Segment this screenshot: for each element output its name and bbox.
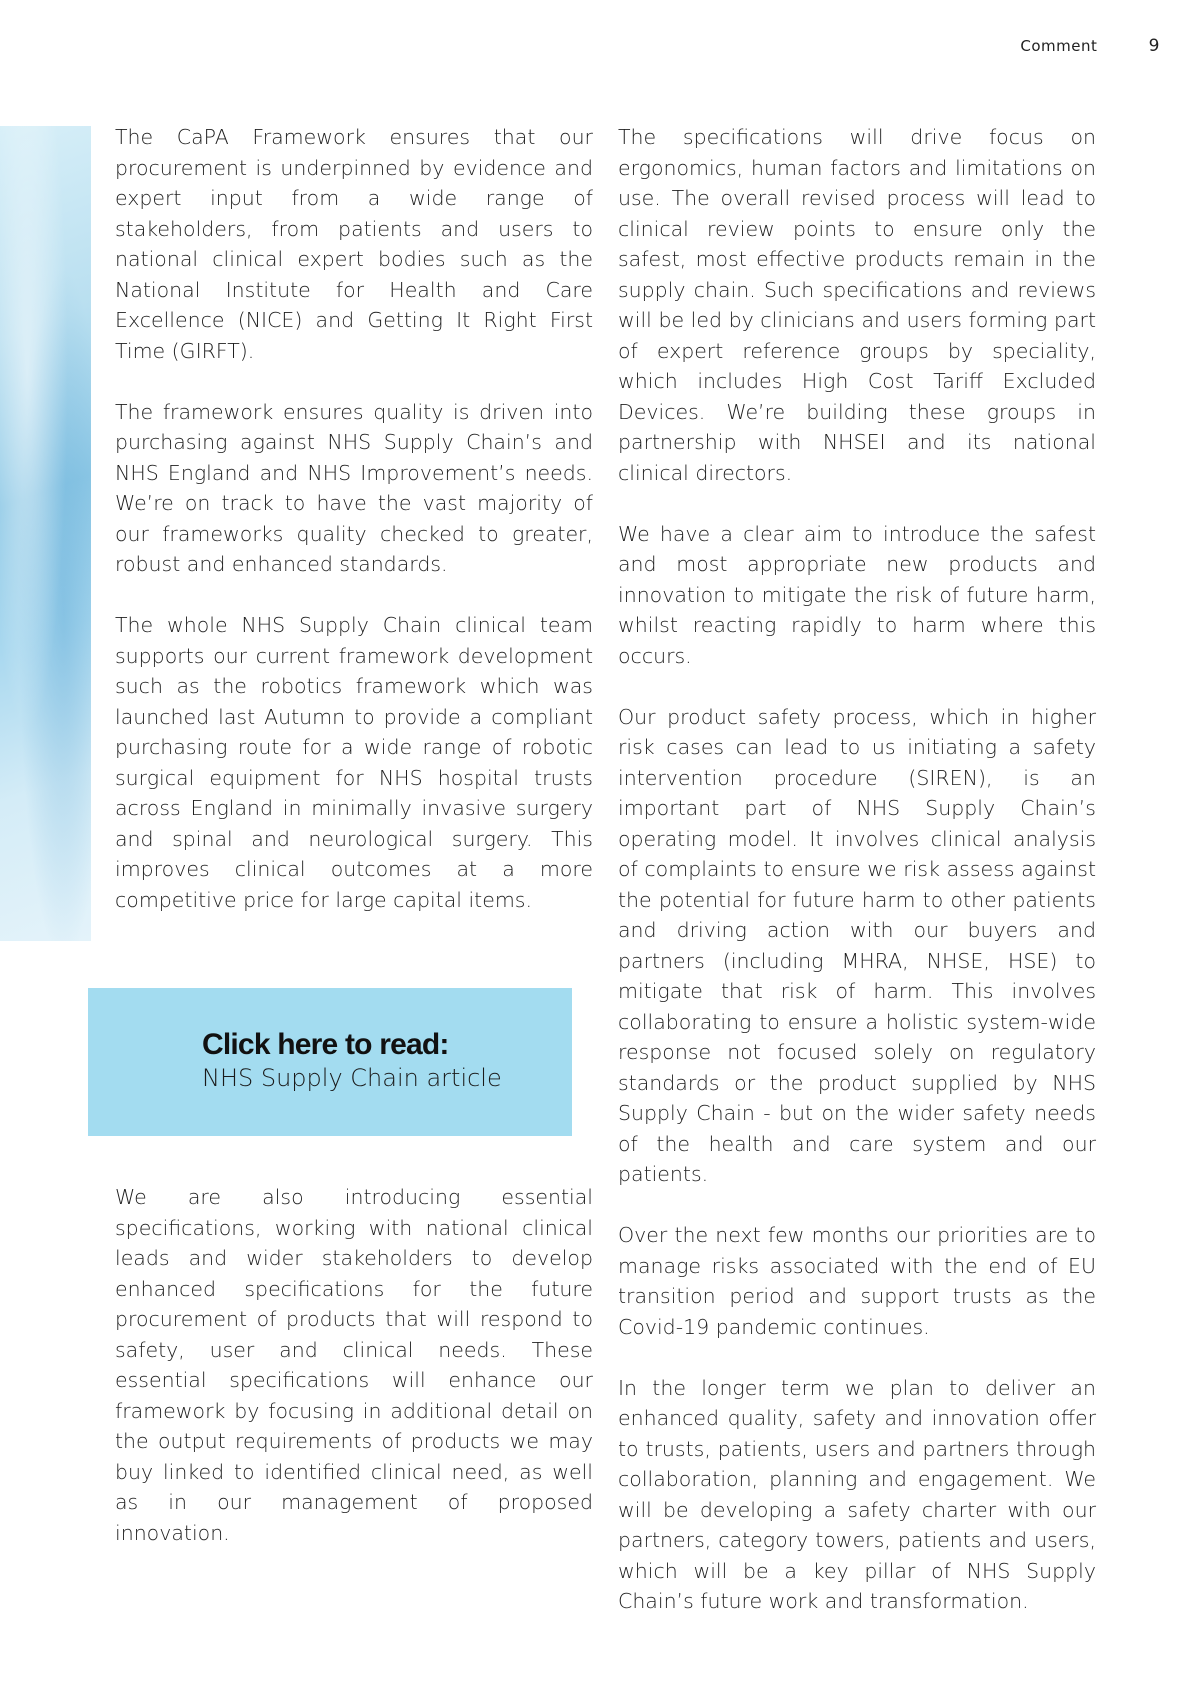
callout-article-link[interactable]: NHS Supply Chain article: [202, 1064, 502, 1092]
right-column: [618, 122, 1096, 1647]
cropped-photo-image: [0, 126, 91, 941]
left-column-upper: [115, 122, 593, 946]
paragraph-capa-framework: The CaPA Framework ensures that our procurement is underpinned by evidence and expert input from a wide range of stakeholders, from patients and users to national clinical expert bodies such as the National Institute for Health and Care Excellence (NICE) and Getting It Right First Time (GIRFT).: [115, 125, 593, 363]
paragraph-longer-term: In the longer term we plan to deliver an enhanced quality, safety and innovation offer to trusts, patients, users and partners through collaboration, planning and engagement. We will be developing a safety charter with our partners, category towers, patients and users, which will be a key pillar of NHS Supply Chain’s future work and transformation.: [618, 1375, 1096, 1613]
paragraph-specifications-focus: The specifications will drive focus on ergonomics, human factors and limitations on use. The overall revised process will lead to clinical review points to ensure only the safest, most effective products remain in the supply chain. Such specifications and reviews will be led by clinicians and users forming part of expert reference groups by speciality, which includes High Cost Tariff Excluded Devices. We’re building these groups in partnership with NHSEI and its national clinical directors.: [618, 125, 1096, 485]
paragraph-product-safety: Our product safety process, which in higher risk cases can lead to us initiating a safety intervention procedure (SIREN), is an important part of NHS Supply Chain’s operating model. It involves clinical analysis of complaints to ensure we risk assess against the potential for future harm to other patients and driving action with our buyers and partners (including MHRA, NHSE, HSE) to mitigate that risk of harm. This involves collaborating to ensure a holistic system-wide response not focused solely on regulatory standards or the product supplied by NHS Supply Chain - but on the wider safety needs of the health and care system and our patients.: [618, 704, 1096, 1186]
left-column-lower: [115, 1182, 593, 1579]
paragraph-clinical-team: The whole NHS Supply Chain clinical team supports our current framework development such as the robotics framework which was launched last Autumn to provide a compliant purchasing route for a wide range of robotic surgical equipment for NHS hospital trusts across England in minimally invasive surgery and spinal and neurological surgery. This improves clinical outcomes at a more competitive price for large capital items.: [115, 613, 593, 912]
page-number: 9: [1148, 36, 1160, 56]
paragraph-clear-aim: We have a clear aim to introduce the safest and most appropriate new products and innovation to mitigate the risk of future harm, whilst reacting rapidly to harm where this occurs.: [618, 521, 1096, 668]
section-label: Comment: [1020, 37, 1098, 55]
callout-title[interactable]: Click here to read:: [202, 1028, 449, 1061]
paragraph-priorities: Over the next few months our priorities are to manage risks associated with the end of EU transition period and support trusts as the Covid-19 pandemic continues.: [618, 1223, 1096, 1339]
page-header: [1020, 36, 1160, 56]
photo-shading: [0, 126, 91, 941]
paragraph-quality-driven: The framework ensures quality is driven into purchasing against NHS Supply Chain’s and NHS England and NHS Improvement’s needs. We’re on track to have the vast majority of our frameworks quality checked to greater, robust and enhanced standards.: [115, 399, 593, 576]
paragraph-essential-specifications: We are also introducing essential specifications, working with national clinical leads and wider stakeholders to develop enhanced specifications for the future procurement of products that will respond to safety, user and clinical needs. These essential specifications will enhance our framework by focusing in additional detail on the output requirements of products we may buy linked to identified clinical need, as well as in our management of proposed innovation.: [115, 1185, 593, 1545]
read-article-callout[interactable]: [88, 988, 572, 1136]
